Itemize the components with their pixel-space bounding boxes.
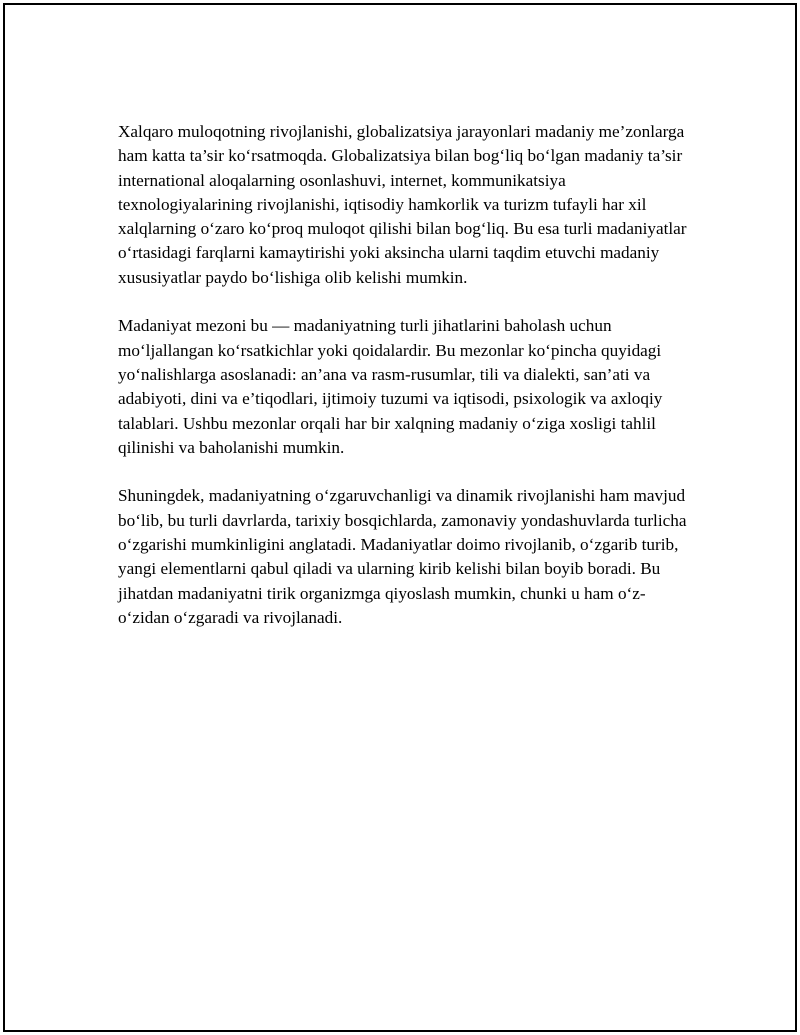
document-body <box>118 120 688 655</box>
paragraph-culture-dynamics: Shuningdek, madaniyatning oʻzgaruvchanligi va dinamik rivojlanishi ham mavjud boʻlib, bu turli davrlarda, tarixiy bosqichlarda, zamonaviy yondashuvlarda turlicha oʻzgarishi mumkinligini anglatadi. Madaniyatlar doimo rivojlanib, oʻzgarib turib, yangi elementlarni qabul qiladi va ularning kirib kelishi bilan boyib boradi. Bu jihatdan madaniyatni tirik organizmga qiyoslash mumkin, chunki u ham oʻz-oʻzidan oʻzgaradi va rivojlanadi. <box>118 486 687 627</box>
paragraph-globalization: Xalqaro muloqotning rivojlanishi, globalizatsiya jarayonlari madaniy me’zonlarga ham katta ta’sir koʻrsatmoqda. Globalizatsiya bilan bogʻliq boʻlgan madaniy ta’sir international aloqalarning osonlashuvi, internet, kommunikatsiya texnologiyalarining rivojlanishi, iqtisodiy hamkorlik va turizm tufayli har xil xalqlarning oʻzaro koʻproq muloqot qilishi bilan bogʻliq. Bu esa turli madaniyatlar oʻrtasidagi farqlarni kamaytirishi yoki aksincha ularni taqdim etuvchi madaniy xususiyatlar paydo boʻlishiga olib kelishi mumkin. <box>118 122 687 287</box>
document-page <box>3 3 797 1032</box>
paragraph-culture-criteria: Madaniyat mezoni bu — madaniyatning turli jihatlarini baholash uchun moʻljallangan koʻrsatkichlar yoki qoidalardir. Bu mezonlar koʻpincha quyidagi yoʻnalishlarga asoslanadi: an’ana va rasm-rusumlar, tili va dialekti, san’ati va adabiyoti, dini va e’tiqodlari, ijtimoiy tuzumi va iqtisodi, psixologik va axloqiy talablari. Ushbu mezonlar orqali har bir xalqning madaniy oʻziga xosligi tahlil qilinishi va baholanishi mumkin. <box>118 316 663 457</box>
